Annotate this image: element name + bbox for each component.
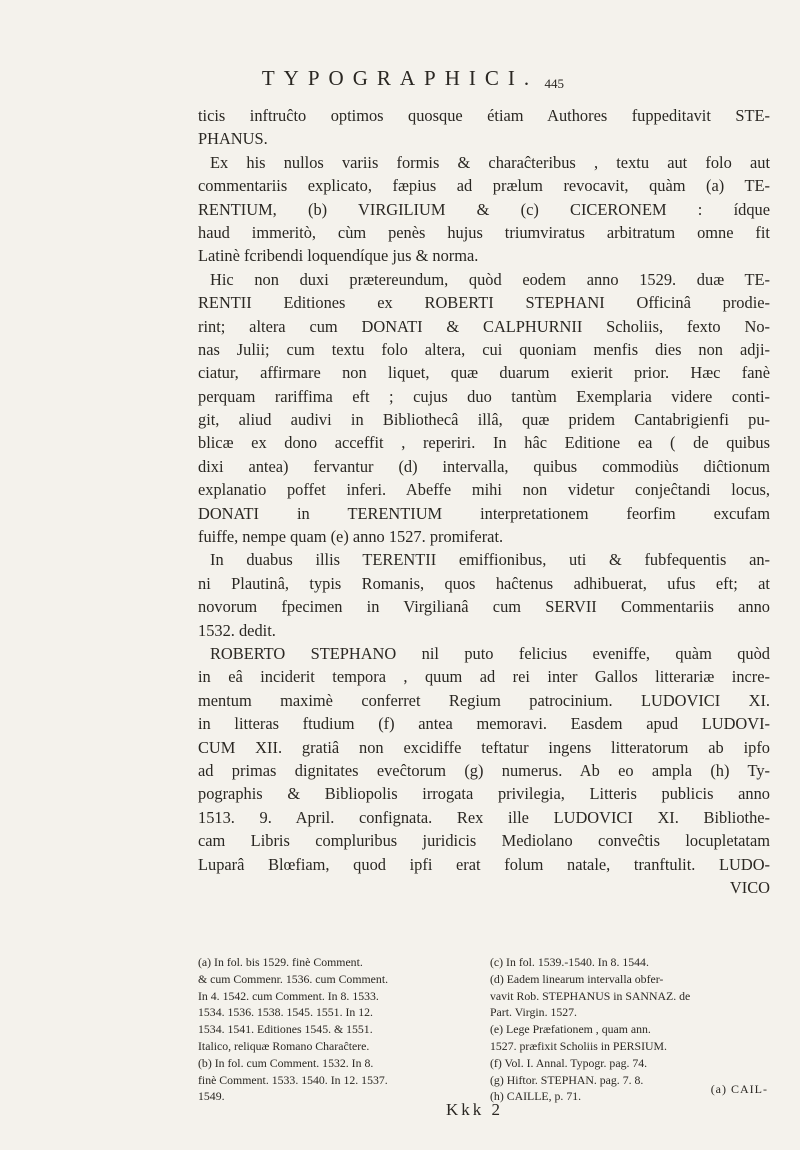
text-line: cam Libris compluribus juridicis Mediolano conveĉtis locupletatam (198, 831, 770, 851)
text-line: explanatio poffet inferi. Abeffe mihi non videtur conjeĉtandi locus, (198, 480, 770, 500)
text-line: ni Plautinâ, typis Romanis, quos haĉtenus adhibuerat, ufus eft; at (198, 573, 770, 593)
text-line: VICO (729, 877, 770, 897)
footnote-line: vavit Rob. STEPHANUS in SANNAZ. de (490, 988, 691, 1003)
text-line: ticis inftruĉto optimos quosque étiam Authores fuppeditavit STE- (198, 106, 770, 125)
text-line: RENTII Editiones ex ROBERTI STEPHANI Officinâ prodie- (198, 293, 770, 313)
footnote-line: (b) In fol. cum Comment. 1532. In 8. (198, 1055, 374, 1070)
text-line: novorum fpecimen in Virgilianâ cum SERVII Commentariis anno (198, 597, 770, 617)
text-line: ad primas dignitates eveĉtorum (g) numerus. Ab eo ampla (h) Ty- (198, 760, 770, 780)
text-line: in eâ inciderit tempora , quum ad rei inter Gallos litterariæ incre- (198, 667, 770, 687)
text-line: PHANUS. (198, 129, 268, 149)
text-line: perquam rariffima eft ; cujus duo tantùm Exemplaria videre conti- (198, 386, 770, 406)
text-line: haud immeritò, cùm penès hujus triumviratus arbitratum omne fit (198, 222, 770, 242)
running-head: TYPOGRAPHICI. (261, 66, 539, 90)
footnote-line: & cum Commenr. 1536. cum Comment. (198, 971, 389, 986)
text-line: Ex his nullos variis formis & charaĉteribus , textu aut folo aut (210, 152, 770, 172)
signature-mark: Kkk 2 (446, 1100, 504, 1119)
footnote-line: (c) In fol. 1539.-1540. In 8. 1544. (490, 955, 649, 969)
text-line: In duabus illis TERENTII emiffionibus, uti & fubfequentis an- (210, 550, 770, 570)
main-text (198, 104, 770, 899)
text-line: nas Julii; cum textu folo altera, cui quoniam menfis dies non adji- (198, 339, 770, 359)
footnote-line: (h) CAILLE, p. 71. (490, 1089, 582, 1104)
footnote-line: Part. Virgin. 1527. (490, 1005, 578, 1020)
footnote-line: 1534. 1536. 1538. 1545. 1551. In 12. (198, 1005, 373, 1020)
footnote-line: 1534. 1541. Editiones 1545. & 1551. (198, 1022, 373, 1037)
text-line: mentum maximè conferret Regium patrocinium. LUDOVICI XI. (198, 690, 770, 710)
text-line: RENTIUM, (b) VIRGILIUM & (c) CICERONEM : ídque (198, 199, 770, 219)
footnote-line: (d) Eadem linearum intervalla obfer- (490, 971, 664, 986)
text-line: Hic non duxi prætereundum, quòd eodem anno 1529. duæ TE- (210, 269, 770, 289)
footnote-line: (f) Vol. I. Annal. Typogr. pag. 74. (490, 1055, 648, 1070)
footnote-line: (e) Lege Præfationem , quam ann. (490, 1022, 651, 1037)
text-line: Luparâ Blœfiam, quod ipfi erat folum natale, tranftulit. LUDO- (198, 854, 770, 874)
page-number: 445 (544, 76, 564, 91)
text-line: DONATI in TERENTIUM interpretationem feorfim excufam (198, 503, 770, 523)
text-line: pographis & Bibliopolis irrogata privilegia, Litteris publicis anno (198, 784, 770, 804)
text-line: rint; altera cum DONATI & CALPHURNII Scholiis, fexto No- (198, 316, 770, 336)
footnote-line: In 4. 1542. cum Comment. In 8. 1533. (198, 988, 379, 1003)
text-line: blicæ ex dono acceffit , reperiri. In hâc Editione ea ( de quibus (198, 433, 770, 453)
footnotes-left-column (198, 954, 480, 1105)
footnote-line: finè Comment. 1533. 1540. In 12. 1537. (198, 1072, 388, 1087)
text-line: in litteras ftudium (f) antea memoravi. Easdem apud LUDOVI- (198, 714, 770, 734)
text-line: fuiffe, nempe quam (e) anno 1527. promiferat. (198, 527, 504, 547)
footnote-line: (g) Hiftor. STEPHAN. pag. 7. 8. (490, 1072, 644, 1087)
text-line: Latinè fcribendi loquendíque jus & norma. (198, 246, 479, 266)
text-line: dixi antea) fervantur (d) intervalla, quibus commodiùs diĉtionum (198, 456, 770, 476)
text-line: git, aliud audivi in Bibliothecâ illâ, quæ pridem Cantabrigienfi pu- (198, 410, 770, 430)
text-line: 1532. dedit. (198, 620, 276, 640)
footnote-line: Italico, reliquæ Romano Charaĉtere. (198, 1038, 370, 1053)
text-line: ROBERTO STEPHANO nil puto felicius eveniffe, quàm quòd (210, 643, 770, 663)
text-line: 1513. 9. April. confignata. Rex ille LUDOVICI XI. Bibliothe- (198, 807, 770, 827)
footnote-line: 1527. præfixit Scholiis in PERSIUM. (490, 1038, 667, 1053)
footnote-line: (a) In fol. bis 1529. finè Comment. (198, 955, 363, 969)
text-line: commentariis explicato, fæpius ad prælum revocavit, quàm (a) TE- (198, 176, 770, 196)
text-line: CUM XII. gratiâ non excidiffe teftatur ingens litteratorum ab ipfo (198, 737, 770, 757)
text-line: ciatur, affirmare non liquet, quæ duarum exierit prior. Hæc fanè (198, 363, 770, 383)
catchword: (a) CAIL- (710, 1082, 768, 1096)
footnote-line: 1549. (198, 1089, 225, 1104)
